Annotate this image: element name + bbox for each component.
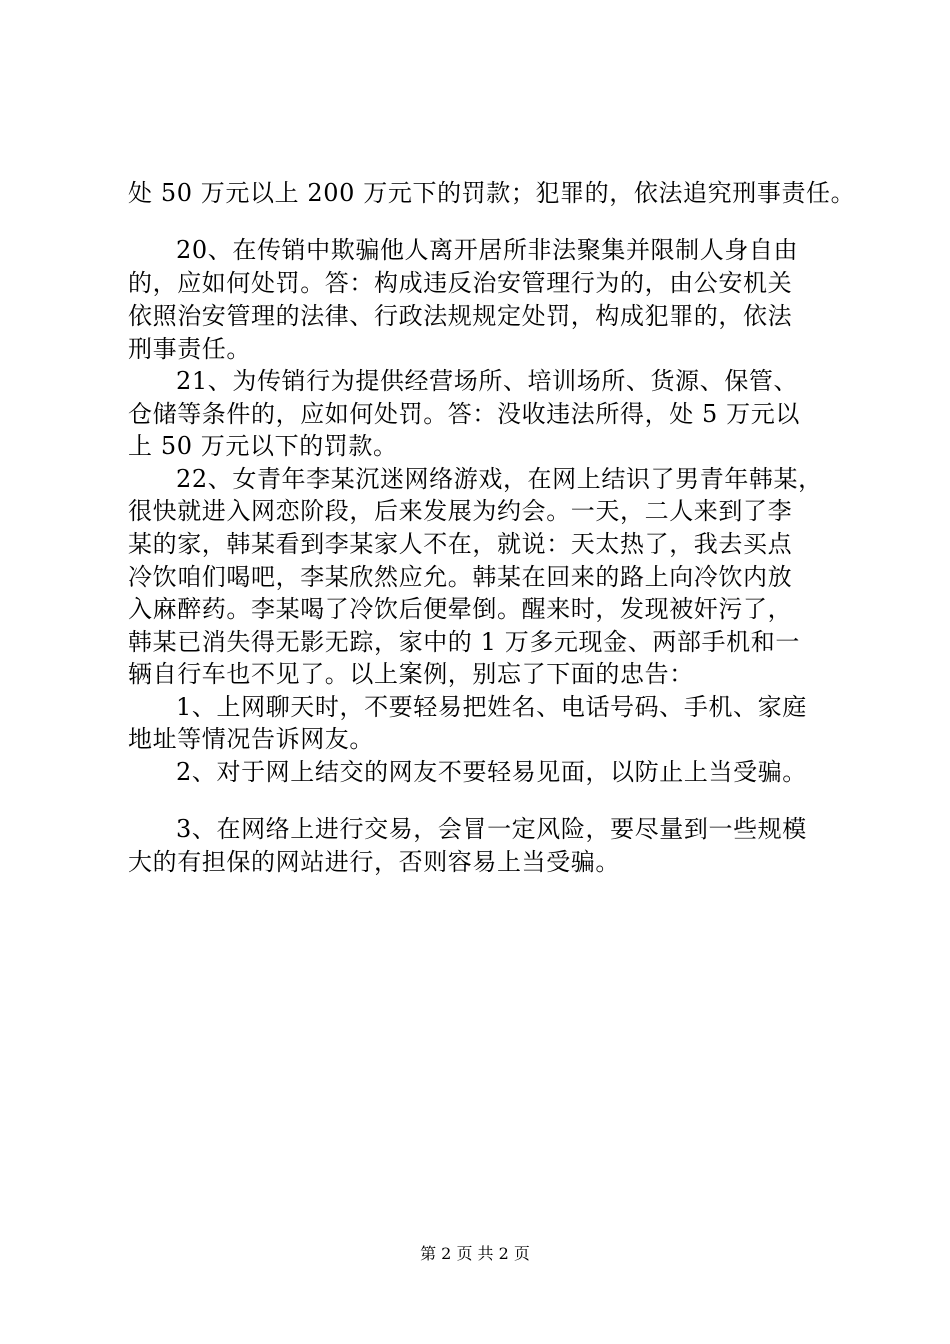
text-line: 2、对于网上结交的网友不要轻易见面，以防止上当受骗。 [176, 758, 807, 786]
text-line: 上 50 万元以下的罚款。 [128, 432, 398, 460]
text-line: 处 50 万元以上 200 万元下的罚款；犯罪的，依法追究刑事责任。 [128, 179, 856, 207]
text-line: 的，应如何处罚。答：构成违反治安管理行为的，由公安机关 [128, 269, 793, 297]
text-line: 仓储等条件的，应如何处罚。答：没收违法所得，处 5 万元以 [128, 400, 800, 428]
text-line: 依照治安管理的法律、行政法规规定处罚，构成犯罪的，依法 [128, 302, 793, 330]
text-line: 22、女青年李某沉迷网络游戏，在网上结识了男青年韩某， [176, 465, 823, 493]
text-line: 刑事责任。 [128, 335, 251, 363]
text-line: 辆自行车也不见了。以上案例，别忘了下面的忠告： [128, 660, 694, 688]
page-number-footer: 第 2 页 共 2 页 [420, 1244, 530, 1263]
text-line: 20、在传销中欺骗他人离开居所非法聚集并限制人身自由 [176, 236, 799, 264]
text-line: 冷饮咱们喝吧，李某欣然应允。韩某在回来的路上向冷饮内放 [128, 563, 793, 591]
text-line: 地址等情况告诉网友。 [128, 725, 374, 753]
text-line: 大的有担保的网站进行，否则容易上当受骗。 [128, 848, 620, 876]
text-line: 1、上网聊天时，不要轻易把姓名、电话号码、手机、家庭 [176, 693, 807, 721]
text-line: 21、为传销行为提供经营场所、培训场所、货源、保管、 [176, 367, 799, 395]
text-line: 3、在网络上进行交易，会冒一定风险，要尽量到一些规模 [176, 815, 807, 843]
text-line: 入麻醉药。李某喝了冷饮后便晕倒。醒来时，发现被奸污了， [128, 595, 793, 623]
text-line: 很快就进入网恋阶段，后来发展为约会。一天，二人来到了李 [128, 497, 793, 525]
text-line: 韩某已消失得无影无踪，家中的 1 万多元现金、两部手机和一 [128, 628, 800, 656]
text-line: 某的家，韩某看到李某家人不在，就说：天太热了，我去买点 [128, 530, 793, 558]
